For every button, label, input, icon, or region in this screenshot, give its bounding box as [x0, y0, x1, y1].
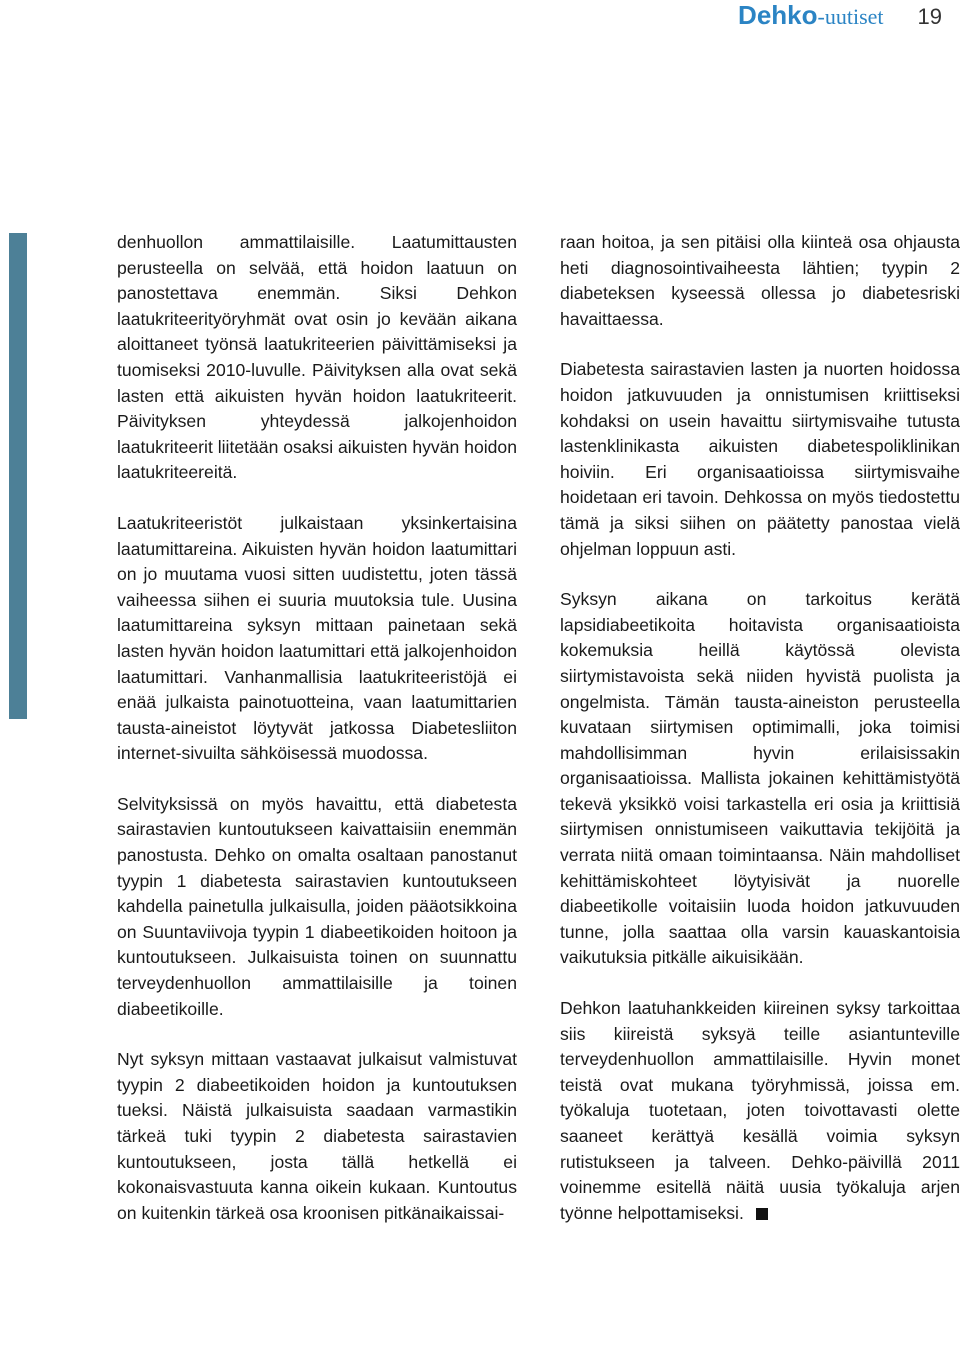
- page-number: 19: [917, 4, 942, 29]
- article-column-left: [117, 230, 517, 1251]
- paragraph: Diabetesta sairastavien lasten ja nuorten hoidossa hoidon jatkuvuuden ja onnistumisen kriittiseksi kohdaksi on usein havaittu siirtymisvaihe tutusta lastenklinikasta aikuisten diabetespoliklinikan hoiviin. Eri organisaatioissa siirtymisvaihe hoidetaan eri tavoin. Dehkossa on myös tiedostettu tämä ja siksi siihen on päätetty panostaa vielä ohjelman loppuun asti.: [560, 359, 960, 559]
- brand-name: Dehko: [738, 0, 818, 30]
- paragraph-final: [560, 996, 960, 1226]
- publication-name: [738, 0, 883, 31]
- masthead: [738, 0, 942, 32]
- paragraph: denhuollon ammattilaisille. Laatumittausten perusteella on selvää, että hoidon laatuun on panostettava enemmän. Siksi Dehkon laatukriteerityöryhmät ovat osin jo kevään aikana aloittaneet työnsä laatukriteerien päivittämiseksi ja tuomiseksi 2010-luvulle. Päivityksen alla ovat sekä lasten että aikuisten hyvän hoidon laatukriteerit. Päivityksen yhteydessä jalkojenhoidon laatukriteerit liitetään osaksi aikuisten hyvän hoidon laatukriteereitä.: [117, 232, 518, 483]
- paragraph: Nyt syksyn mittaan vastaavat julkaisut valmistuvat tyypin 2 diabeetikoiden hoidon ja kuntoutuksen tueksi. Näistä julkaisuista saadaan varmastikin tärkeä tuki tyypin 2 diabetesta sairastavien kuntoutukseen, josta tällä hetkellä ei kokonaisvastuuta kanna oikein kukaan. Kuntoutus on kuitenkin tärkeä osa kroonisen pitkänaikaissai-: [117, 1049, 517, 1223]
- paragraph: Selvityksissä on myös havaittu, että diabetesta sairastavien kuntoutukseen kaivattaisiin enemmän panostusta. Dehko on omalta osaltaan panostanut tyypin 1 diabetesta sairastavien kuntoutukseen kahdella painetulla julkaisulla, joiden pääotsikkoina on Suuntaviivoja tyypin 1 diabeetikoiden hoitoon ja kuntoutukseen. Julkaisuista toinen on suunnattu terveydenhuollon ammattilaisille ja toinen diabeetikoille.: [117, 793, 517, 1019]
- paragraph: raan hoitoa, ja sen pitäisi olla kiinteä osa ohjausta heti diagnosointivaiheesta lähtien; tyypin 2 diabeteksen kyseessä ollessa jo diabetesriski havaittaessa.: [560, 232, 960, 329]
- article-column-right: [560, 230, 960, 1251]
- paragraph-text: Dehkon laatuhankkeiden kiireinen syksy tarkoittaa siis kiireistä syksyä teille asiantunteville terveydenhuollon ammattilaisille. Hyvin monet teistä ovat mukana työryhmissä, joissa em. työkaluja tuotetaan, joten toivottavasti olette saaneet kerättyä kesällä voimia syksyn rutistukseen ja talveen. Dehko-päivillä 2011 voinemme esitellä näitä uusia työkaluja arjen työnne helpottamiseksi.: [560, 998, 960, 1223]
- paragraph: Laatukriteeristöt julkaistaan yksinkertaisina laatumittareina. Aikuisten hyvän hoidon laatumittari on jo muutama vuosi sitten uudistettu, joten tässä vaiheessa siihen ei suuria muutoksia tule. Uusina laatumittareina syksyn mittaan painetaan sekä lasten hyvän hoidon laatumittari että jalkojenhoidon laatumittari. Vanhanmallisia laatukriteeristöjä ei enää julkaista painotuotteina, vaan laatumittarien tausta-aineistot löytyvät jatkossa Diabetesliiton internet-sivuilta sähköisessä muodossa.: [117, 512, 517, 764]
- brand-suffix: -uutiset: [817, 4, 884, 29]
- decorative-side-bar: [9, 233, 27, 719]
- paragraph: Syksyn aikana on tarkoitus kerätä lapsidiabeetikoita hoitavista organisaatioista kokemuksia heillä käytössä olevista siirtymistavoista sekä niiden hyvistä puolista ja ongelmista. Tämän tausta-aineiston perusteella kuvataan siirtymisen optimimalli, joka toimisi mahdollisimman hyvin erilaisissakin organisaatioissa. Mallista jokainen kehittämistyötä tekevä yksikkö voisi tarkastella eri osia ja kriittisiä siirtymisen onnistumiseen vaikuttavia tekijöitä ja verrata niitä omaan toimintaansa. Näin mahdolliset kehittämiskohteet löytyisivät ja nuorelle diabeetikolle voitaisiin luoda hoidon jatkuvuuden tunne, jolla saattaa olla varsin kauaskantoisia vaikutuksia pitkälle aikuisikään.: [560, 589, 960, 968]
- end-of-article-icon: [756, 1208, 768, 1220]
